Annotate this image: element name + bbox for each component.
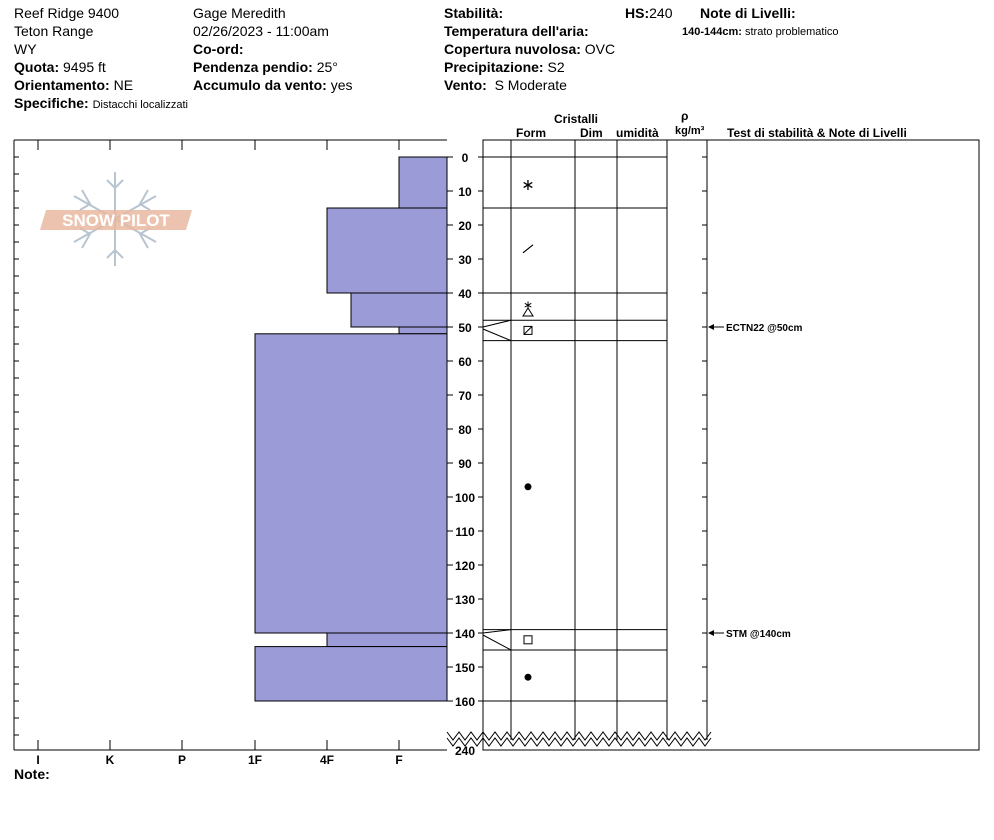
hardness-bar [351, 293, 447, 327]
air-temp-label: Temperatura dell'aria: [444, 23, 589, 39]
depth-tick-label: 10 [458, 185, 472, 199]
depth-tick-label: 30 [458, 253, 472, 267]
specifics-label: Specifiche: [14, 95, 89, 111]
aspect-label: Orientamento: [14, 77, 110, 93]
stability-label: Stabilità: [444, 5, 504, 21]
sky-value: OVC [584, 41, 616, 57]
depth-tick-label: 140 [454, 627, 476, 641]
hardness-tick-label: K [105, 753, 115, 767]
layer-notes-label: Note di Livelli: [700, 5, 796, 21]
sky-label: Copertura nuvolosa: [444, 41, 581, 57]
crystal-precip-icon: ∗ [521, 177, 535, 195]
depth-tick-label: 160 [454, 695, 476, 709]
layer-note-text: strato problematico [745, 26, 839, 38]
boundary-connector [483, 329, 511, 341]
notes-label: Note: [14, 766, 50, 782]
hs-value: 240 [649, 5, 673, 21]
form-header: Form [516, 126, 546, 140]
crystal-rounded-grain-icon [525, 674, 532, 681]
coord-label: Co-ord: [193, 41, 244, 57]
aspect-value: NE [113, 77, 134, 93]
hardness-bar [327, 208, 447, 293]
test-arrow-icon [708, 630, 714, 636]
state: WY [14, 41, 37, 57]
depth-tick-label: 130 [454, 593, 476, 607]
hardness-bar [255, 334, 447, 633]
depth-tick-label: 150 [454, 661, 476, 675]
test-label: STM @140cm [726, 629, 791, 640]
crystal-faceted-rounded-icon [524, 326, 532, 334]
depth-tick-label: 100 [454, 491, 476, 505]
elevation-label: Quota: [14, 59, 60, 75]
test-arrow-icon [708, 324, 714, 330]
depth-tick-label: 70 [458, 389, 472, 403]
observer: Gage Meredith [193, 5, 286, 21]
depth-tick-label: 110 [455, 525, 475, 539]
axis-break-zigzag [447, 738, 711, 746]
depth-tick-label: 80 [458, 423, 472, 437]
precip-label: Precipitazione: [444, 59, 544, 75]
moisture-header: umidità [616, 126, 659, 140]
tests-notes-header: Test di stabilità & Note di Livelli [727, 126, 907, 140]
layer-note-range: 140-144cm: [682, 26, 742, 38]
density-unit-header: kg/m³ [675, 125, 705, 137]
precip-value: S2 [547, 59, 565, 75]
datetime: 02/26/2023 - 11:00am [193, 23, 329, 39]
table-frame [483, 140, 979, 750]
wind-loading-label: Accumulo da vento: [193, 77, 327, 93]
specifics-value: Distacchi localizzati [92, 99, 188, 111]
hardness-bar [255, 647, 447, 701]
wind-loading-value: yes [330, 77, 353, 93]
rho-header: ρ [681, 109, 689, 123]
logo-text: SNOW PILOT [62, 211, 170, 230]
range: Teton Range [14, 23, 94, 39]
hardness-tick-label: F [395, 753, 403, 767]
boundary-connector [483, 635, 511, 650]
depth-tick-label: 120 [454, 559, 476, 573]
hardness-profile [255, 157, 447, 701]
depth-tick-label: 40 [458, 287, 472, 301]
hardness-tick-label: 4F [319, 753, 335, 767]
depth-tick-label: 50 [458, 321, 472, 335]
crystals-header: Cristalli [554, 112, 599, 126]
elevation-value: 9495 ft [63, 59, 106, 75]
depth-tick-label: 90 [458, 457, 472, 471]
boundary-connector [483, 630, 511, 633]
depth-tick-label: 240 [454, 744, 476, 758]
depth-tick-label: 60 [458, 355, 472, 369]
hardness-bar [399, 157, 447, 208]
hardness-bar [399, 327, 447, 334]
wind-label: Vento: [444, 77, 487, 93]
size-header: Dim [580, 126, 603, 140]
crystal-fragment-icon [523, 245, 533, 253]
hardness-tick-label: I [36, 753, 40, 767]
test-label: ECTN22 @50cm [726, 323, 803, 334]
hardness-tick-label: 1F [247, 753, 263, 767]
boundary-connector [483, 320, 511, 327]
hs-label: HS: [625, 5, 650, 21]
hardness-bar [327, 633, 447, 647]
crystal-mixed-icon: ∗ [522, 298, 534, 312]
slope-label: Pendenza pendio: [193, 59, 313, 75]
profile-grid [14, 140, 979, 750]
location: Reef Ridge 9400 [14, 5, 120, 21]
wind-value: S Moderate [494, 77, 567, 93]
slope-value: 25° [316, 59, 338, 75]
crystal-faceted-icon [524, 636, 532, 644]
hardness-tick-label: P [177, 753, 187, 767]
depth-tick-label: 0 [461, 151, 469, 165]
crystal-rounded-grain-icon [525, 483, 532, 490]
depth-tick-label: 20 [458, 219, 472, 233]
snowpilot-logo [40, 172, 192, 266]
